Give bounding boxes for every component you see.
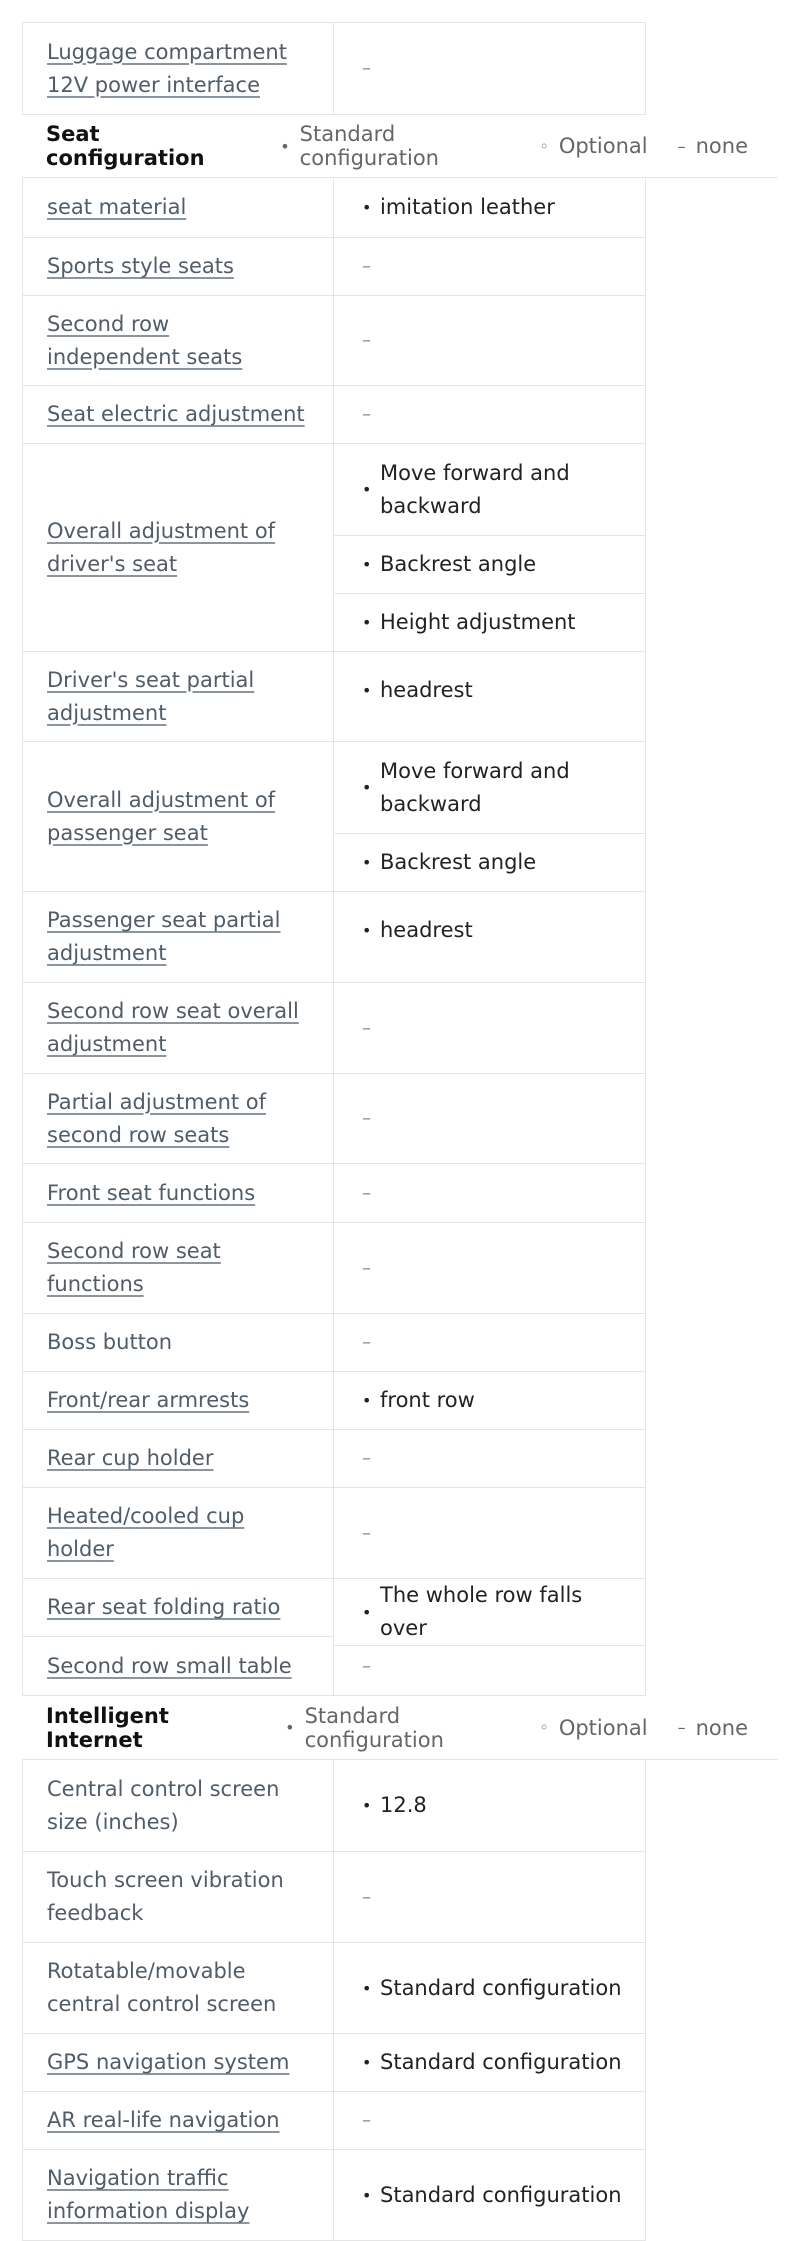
row-value: • 12.8 — [334, 1760, 646, 1852]
row-value: – — [334, 983, 646, 1074]
table-row — [22, 178, 646, 238]
table-row — [22, 238, 646, 296]
table-row — [22, 2150, 646, 2241]
row-value: – — [334, 1314, 646, 1372]
table-row — [22, 1579, 646, 1640]
row-label[interactable]: Front seat functions — [22, 1164, 334, 1223]
table-row — [22, 1852, 646, 1943]
row-value: • front row — [334, 1372, 646, 1430]
none-symbol: – — [677, 136, 686, 156]
row-value: • headrest — [334, 652, 646, 742]
table-row — [22, 983, 646, 1074]
row-value: • Move forward and backward — [334, 742, 646, 834]
table-row — [22, 1372, 646, 1430]
row-label[interactable]: Heated/cooled cup holder — [22, 1488, 334, 1579]
row-value: • Standard configuration — [334, 1943, 646, 2034]
standard-symbol: • — [285, 1718, 295, 1737]
table-row — [22, 1637, 646, 1696]
legend-none: none — [695, 1715, 748, 1740]
standard-symbol: • — [280, 136, 290, 156]
optional-symbol: ◦ — [539, 1718, 549, 1737]
row-value: – — [334, 1074, 646, 1164]
table-row — [22, 1943, 646, 2034]
optional-symbol: ◦ — [539, 136, 549, 156]
row-label: Touch screen vibration feedback — [22, 1852, 334, 1943]
section-header-internet — [22, 1696, 778, 1760]
row-label[interactable]: Overall adjustment of driver's seat — [22, 444, 334, 652]
table-row — [22, 2092, 646, 2150]
row-label[interactable]: Driver's seat partial adjustment — [22, 652, 334, 742]
none-symbol: – — [677, 1718, 686, 1737]
table-row — [22, 296, 646, 386]
section-header-seat — [22, 115, 778, 178]
row-label[interactable]: Navigation traffic information display — [22, 2150, 334, 2241]
table-row — [22, 386, 646, 444]
table-row — [22, 1430, 646, 1488]
row-value: • Backrest angle — [334, 834, 646, 892]
row-label[interactable]: Second row independent seats — [22, 296, 334, 386]
row-label[interactable]: Sports style seats — [22, 238, 334, 296]
table-row — [22, 2034, 646, 2092]
legend-standard: Standard configuration — [304, 1703, 444, 1752]
row-label[interactable]: AR real-life navigation — [22, 2092, 334, 2150]
row-value: – — [334, 1852, 646, 1943]
row-label[interactable]: seat material — [22, 178, 334, 238]
legend — [280, 122, 778, 170]
row-value: – — [334, 296, 646, 386]
row-value: • Move forward and backward — [334, 444, 646, 536]
section-title: Intelligent Internet — [46, 1703, 169, 1752]
row-label[interactable]: Seat electric adjustment — [22, 386, 334, 444]
table-row — [22, 1314, 646, 1372]
row-value: • Standard configuration — [334, 2034, 646, 2092]
legend-none: none — [695, 134, 748, 158]
row-value: • Backrest angle — [334, 536, 646, 594]
row-value: – — [334, 1488, 646, 1579]
legend-standard: Standard configuration — [299, 122, 439, 170]
row-value: – — [334, 23, 646, 115]
row-value: – — [334, 1223, 646, 1314]
table-row — [22, 742, 646, 892]
row-label[interactable]: Rear cup holder — [22, 1430, 334, 1488]
row-value: – — [334, 1164, 646, 1223]
legend-optional: Optional — [558, 1715, 648, 1740]
row-value: • Height adjustment — [334, 594, 646, 652]
legend — [285, 1704, 778, 1752]
row-value: • Standard configuration — [334, 2150, 646, 2241]
table-row — [22, 1074, 646, 1164]
row-value: – — [334, 1637, 646, 1696]
row-label[interactable]: Partial adjustment of second row seats — [22, 1074, 334, 1164]
row-label[interactable]: Overall adjustment of passenger seat — [22, 742, 334, 892]
row-value: • The whole row falls over — [334, 1579, 646, 1646]
row-label[interactable]: Front/rear armrests — [22, 1372, 334, 1430]
row-label[interactable]: Second row small table — [22, 1637, 334, 1696]
legend-optional: Optional — [558, 134, 648, 158]
row-label[interactable]: GPS navigation system — [22, 2034, 334, 2092]
row-label[interactable]: Luggage compartment 12V power interface — [22, 23, 334, 115]
row-value: • headrest — [334, 892, 646, 983]
row-value: – — [334, 2092, 646, 2150]
row-value: – — [334, 238, 646, 296]
row-value: – — [334, 386, 646, 444]
row-label: Boss button — [22, 1314, 334, 1372]
table-row — [22, 652, 646, 742]
table-row — [22, 444, 646, 652]
table-row — [22, 1164, 646, 1223]
row-label[interactable]: Passenger seat partial adjustment — [22, 892, 334, 983]
row-value: • imitation leather — [334, 178, 646, 238]
table-row — [22, 892, 646, 983]
table-row — [22, 1223, 646, 1314]
row-label[interactable]: Rear seat folding ratio — [22, 1579, 334, 1637]
row-label: Central control screen size (inches) — [22, 1760, 334, 1852]
section-title: Seat configuration — [46, 122, 205, 170]
row-label: Rotatable/movable central control screen — [22, 1943, 334, 2034]
row-label[interactable]: Second row seat functions — [22, 1223, 334, 1314]
row-value: – — [334, 1430, 646, 1488]
table-row — [22, 23, 646, 115]
row-label[interactable]: Second row seat overall adjustment — [22, 983, 334, 1074]
table-row — [22, 1488, 646, 1579]
table-row — [22, 1760, 646, 1852]
